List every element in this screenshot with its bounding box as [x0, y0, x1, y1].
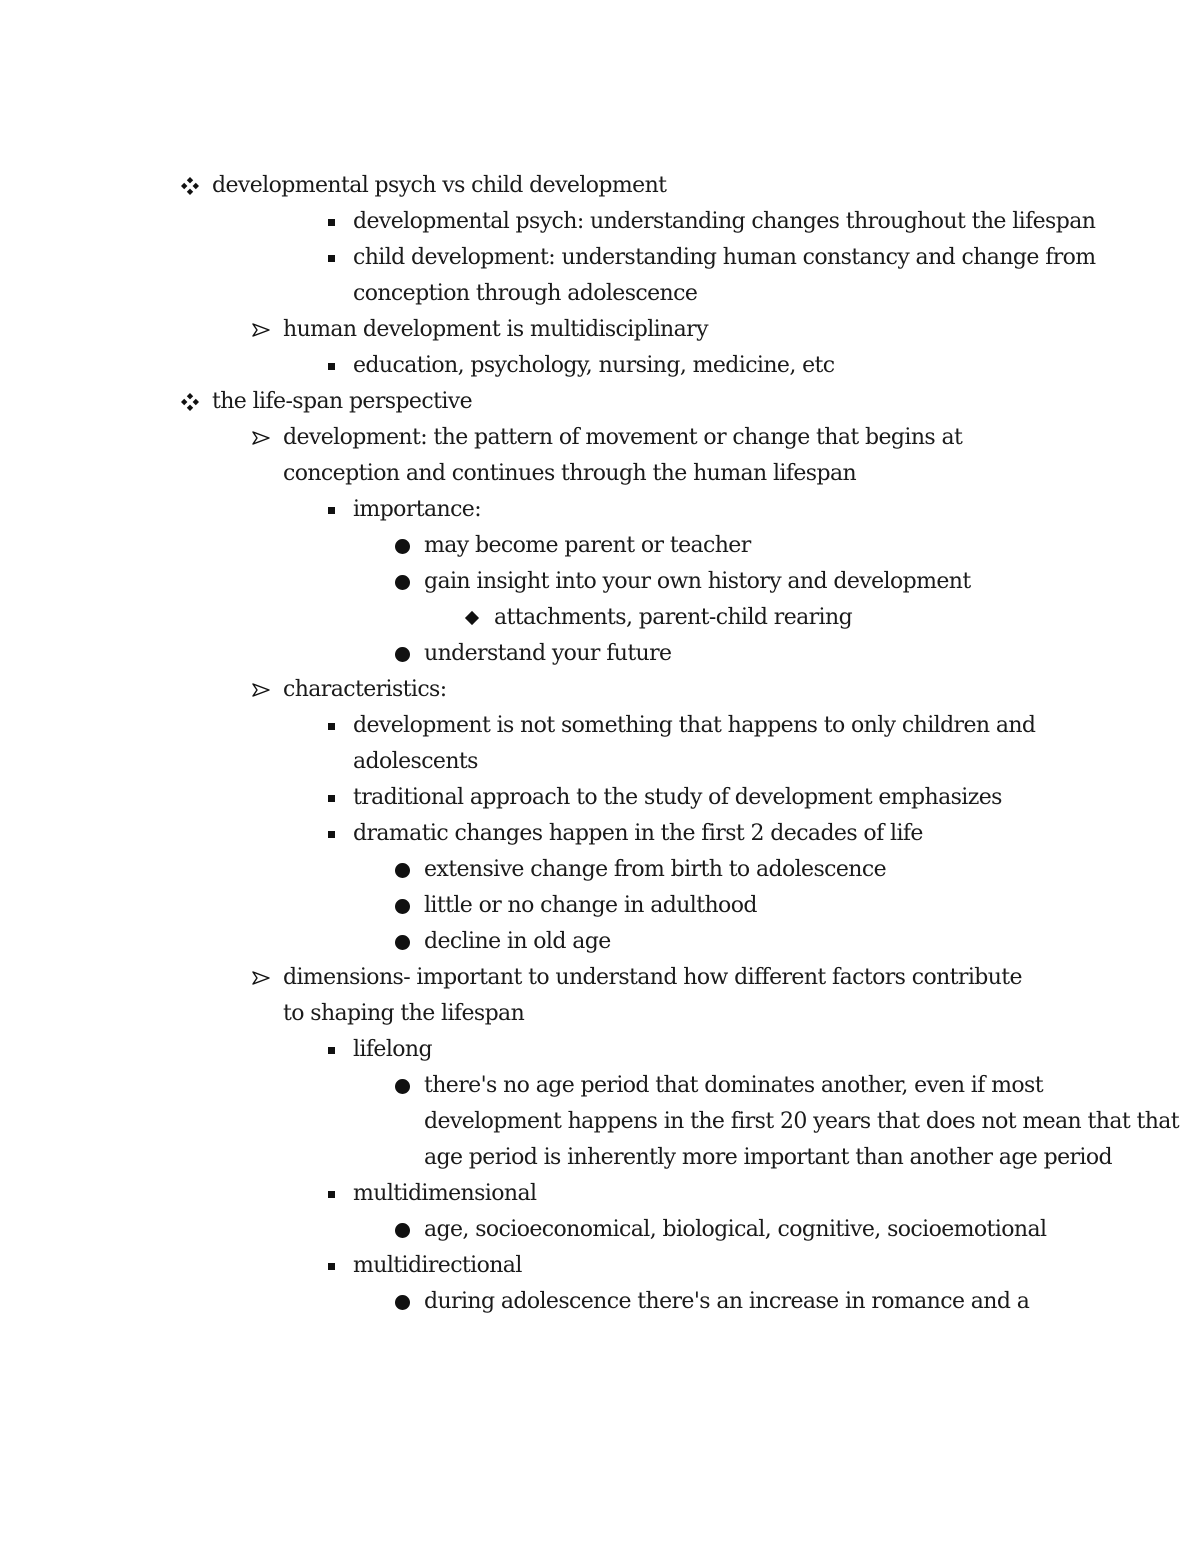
- circle-bullet-icon: [390, 564, 414, 600]
- square-bullet-icon: [319, 204, 343, 240]
- arrowhead-icon: [249, 960, 273, 996]
- outline-item-level-2: [353, 1032, 1113, 1068]
- outline-item-text: understand your future: [424, 641, 672, 666]
- arrowhead-icon: [249, 312, 273, 348]
- square-bullet-icon: [319, 1248, 343, 1284]
- square-bullet-icon: [319, 1176, 343, 1212]
- circle-bullet-icon: [390, 1284, 414, 1320]
- outline-item-level-0: [212, 384, 992, 420]
- square-bullet-icon: [319, 816, 343, 852]
- circle-bullet-icon: [390, 636, 414, 672]
- outline-item-text: may become parent or teacher: [424, 533, 751, 558]
- square-bullet-icon: [319, 492, 343, 528]
- outline-item-level-2: [353, 240, 1113, 312]
- outline-item-text: developmental psych vs child development: [212, 173, 667, 198]
- outline-item-text: development: the pattern of movement or change that begins at conception and continues through the human lifespan: [283, 425, 963, 486]
- circle-bullet-icon: [390, 1068, 414, 1104]
- outline-item-text: development is not something that happens to only children and adolescents: [353, 713, 1036, 774]
- circle-bullet-icon: [390, 528, 414, 564]
- outline-item-level-2: [353, 492, 1113, 528]
- outline-item-text: the life-span perspective: [212, 389, 473, 414]
- outline-item-text: attachments, parent-child rearing: [494, 605, 853, 630]
- outline-item-level-2: [353, 708, 1113, 780]
- outline-item-level-3: [424, 888, 1184, 924]
- outline-item-text: child development: understanding human constancy and change from conception through adolescence: [353, 245, 1096, 306]
- outline-item-text: little or no change in adulthood: [424, 893, 757, 918]
- circle-bullet-icon: [390, 924, 414, 960]
- outline-item-text: traditional approach to the study of development emphasizes: [353, 785, 1002, 810]
- outline-item-level-3: [424, 1284, 1184, 1320]
- outline-item-text: multidirectional: [353, 1253, 522, 1278]
- outline-item-level-2: [353, 348, 1113, 384]
- circle-bullet-icon: [390, 888, 414, 924]
- diamond-cluster-icon: [178, 168, 202, 204]
- outline-item-text: importance:: [353, 497, 482, 522]
- outline-item-level-2: [353, 1176, 1113, 1212]
- outline-item-level-3: [424, 1068, 1184, 1176]
- outline-item-level-3: [424, 1212, 1184, 1248]
- outline-item-level-1: [283, 312, 1043, 348]
- outline-item-level-3: [424, 528, 1184, 564]
- outline-item-text: there's no age period that dominates another, even if most development happens in the first 20 years that does not mean that that age period is inherently more important than another age period: [424, 1073, 1180, 1170]
- outline-item-text: dramatic changes happen in the first 2 decades of life: [353, 821, 923, 846]
- arrowhead-icon: [249, 420, 273, 456]
- outline-item-level-1: [283, 420, 1043, 492]
- outline-item-level-3: [424, 636, 1184, 672]
- outline-item-text: multidimensional: [353, 1181, 537, 1206]
- square-bullet-icon: [319, 348, 343, 384]
- outline-document: [0, 168, 1200, 1320]
- outline-item-text: age, socioeconomical, biological, cognitive, socioemotional: [424, 1217, 1047, 1242]
- outline-item-level-1: [283, 960, 1043, 1032]
- outline-item-level-3: [424, 924, 1184, 960]
- circle-bullet-icon: [390, 1212, 414, 1248]
- outline-item-text: characteristics:: [283, 677, 447, 702]
- outline-item-text: human development is multidisciplinary: [283, 317, 708, 342]
- outline-item-text: during adolescence there's an increase in romance and a: [424, 1289, 1030, 1314]
- outline-item-level-2: [353, 816, 1113, 852]
- square-bullet-icon: [319, 708, 343, 744]
- outline-item-level-3: [424, 852, 1184, 888]
- outline-item-level-2: [353, 780, 1113, 816]
- outline-item-level-3: [424, 564, 1184, 600]
- outline-item-text: extensive change from birth to adolescence: [424, 857, 887, 882]
- outline-item-level-1: [283, 672, 1043, 708]
- outline-item-level-2: [353, 1248, 1113, 1284]
- outline-item-text: developmental psych: understanding changes throughout the lifespan: [353, 209, 1096, 234]
- arrowhead-icon: [249, 672, 273, 708]
- square-bullet-icon: [319, 240, 343, 276]
- circle-bullet-icon: [390, 852, 414, 888]
- outline-item-level-2: [353, 204, 1113, 240]
- outline-item-text: dimensions- important to understand how different factors contribute to shaping the lifespan: [283, 965, 1022, 1026]
- diamond-cluster-icon: [178, 384, 202, 420]
- square-bullet-icon: [319, 1032, 343, 1068]
- outline-item-text: decline in old age: [424, 929, 611, 954]
- outline-item-text: gain insight into your own history and development: [424, 569, 971, 594]
- square-bullet-icon: [319, 780, 343, 816]
- diamond-bullet-icon: [460, 600, 484, 636]
- outline-item-text: education, psychology, nursing, medicine, etc: [353, 353, 835, 378]
- outline-item-text: lifelong: [353, 1037, 432, 1062]
- outline-item-level-0: [212, 168, 992, 204]
- outline-item-level-4: [494, 600, 1200, 636]
